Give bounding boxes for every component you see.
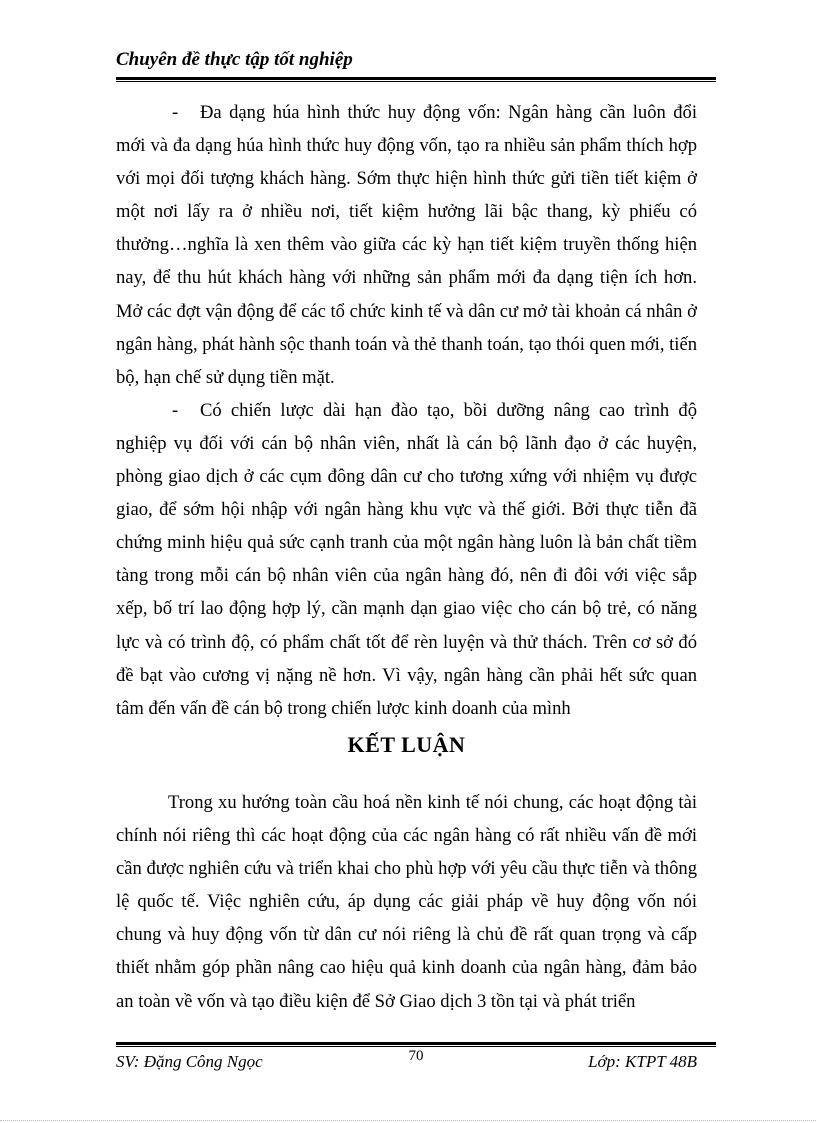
conclusion-section (116, 786, 697, 1018)
paragraph-training-strategy (116, 394, 697, 725)
conclusion-paragraph: Trong xu hướng toàn cầu hoá nền kinh tế nói chung, các hoạt động tài chính nói riêng thì các hoạt động của các ngân hàng có rất nhiều vấn đề mới cần được nghiên cứu và triển khai cho phù hợp với yêu cầu thực tiễn và thông lệ quốc tế. Việc nghiên cứu, áp dụng các giải pháp về huy động vốn nói chung và huy động vốn từ dân cư nói riêng là chủ đề rất quan trọng và cấp thiết nhằm góp phần nâng cao hiệu quả kinh doanh của ngân hàng, đảm bảo an toàn về vốn và tạo điều kiện để Sở Giao dịch 3 tồn tại và phát triển (116, 792, 697, 1012)
paragraph-diversify-capital (116, 96, 697, 394)
page-bottom-edge (0, 1120, 816, 1122)
paragraph-text: Có chiến lược dài hạn đào tạo, bồi dưỡng nâng cao trình độ nghiệp vụ đối với cán bộ nhân viên, nhất là cán bộ lãnh đạo ở các huyện, phòng giao dịch ở các cụm đông dân cư cho tương xứng với nhiệm vụ được giao, để sớm hội nhập với ngân hàng khu vực và thế giới. Bởi thực tiễn đã chứng minh hiệu quả sức cạnh tranh của một ngân hàng luôn là bản chất tiềm tàng trong mỗi cán bộ nhân viên của ngân hàng đó, nên đi đôi với việc sắp xếp, bố trí lao động hợp lý, cần mạnh dạn giao việc cho cán bộ trẻ, có năng lực và có trình độ, có phẩm chất tốt để rèn luyện và thử thách. Trên cơ sở đó đề bạt vào cương vị nặng nề hơn. Vì vậy, ngân hàng cần phải hết sức quan tâm đến vấn đề cán bộ trong chiến lược kinh doanh của mình (116, 399, 697, 719)
paragraph-text: Đa dạng húa hình thức huy động vốn: Ngân hàng cần luôn đổi mới và đa dạng húa hình thức huy động vốn, tạo ra nhiều sản phẩm thích hợp với mọi đối tượng khách hàng. Sớm thực hiện hình thức gửi tiền tiết kiệm ở một nơi lấy ra ở nhiều nơi, tiết kiệm hưởng lãi bậc thang, kỳ phiếu có thưởng…nghĩa là xen thêm vào giữa các kỳ hạn tiết kiệm truyền thống hiện nay, để thu hút khách hàng với những sản phẩm mới đa dạng tiện ích hơn. Mở các đợt vận động để các tổ chức kinh tế và dân cư mở tài khoản cá nhân ở ngân hàng, phát hành sộc thanh toán và thẻ thanh toán, tạo thói quen mới, tiến bộ, hạn chế sử dụng tiền mặt. (116, 102, 697, 388)
header-rule (116, 77, 716, 80)
footer-student-name: SV: Đặng Công Ngọc (116, 1052, 263, 1071)
header-rule-thin (116, 81, 716, 82)
bullet-dash: - (172, 102, 179, 123)
footer-rule-thin (116, 1046, 716, 1047)
footer-rule (116, 1042, 716, 1045)
bullet-dash: - (172, 399, 179, 421)
conclusion-heading: KẾT LUẬN (347, 732, 466, 757)
header-title: Chuyên đề thực tập tốt nghiệp (116, 49, 353, 70)
page-number: 70 (408, 1048, 424, 1064)
page-header (116, 49, 716, 71)
footer-class-name: Lớp: KTPT 48B (588, 1052, 697, 1071)
body-section (116, 96, 697, 725)
page-frame-left (100, 0, 101, 1123)
